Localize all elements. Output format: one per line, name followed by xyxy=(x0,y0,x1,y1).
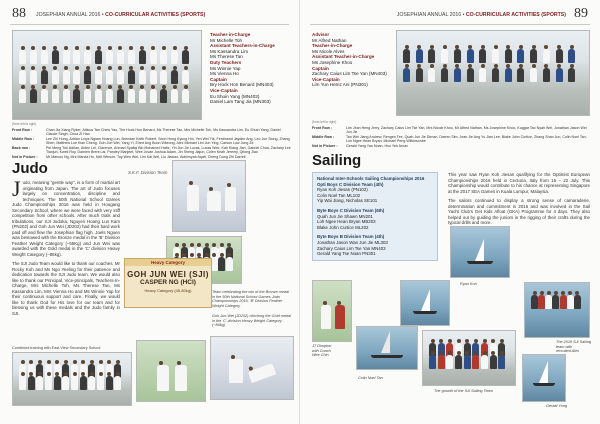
running-header: JOSEPHIAN ANNUAL 2016 • CO-CURRICULAR ACTIVITIES (SPORTS) xyxy=(396,12,566,18)
caption-row-names: Mr Marcus Ng, Mrs Marcia Ho, Neil Winson, Toy Wen Wei, Lim Kai Wei, Liu Jiaxiao, Aldrinsyah Aqafi, Cheng Dong Zhi Darrell xyxy=(46,154,246,159)
sailing-body-text xyxy=(448,172,590,230)
judo-paragraph-2: The SJI Judo Team would like to thank our coaches, Mr Rocky Koh and Ms Ngo Yeeling for their patience and dedication towards the SJI Judo team. We would also like to thank our Principal, Vice-principals, Teachers-In-Charge, Mrs Michelle Toh, Ms Therese Tan, Ms Kassandra Lim, Mrs Vienna Ho and Ms Winnie Yap for their continuous support and care. Finally, we would like to thank God for His love for our team and for blessing us with these medals and the Judo family in SJI. xyxy=(12,261,120,316)
staff-name: Zachary Caius Lim Tse Yan (MN403) xyxy=(312,71,387,77)
person-silhouette xyxy=(543,68,550,82)
header-rule xyxy=(10,24,289,25)
person-silhouette xyxy=(492,49,499,63)
gerald-yong-photo xyxy=(522,354,566,402)
celebration-caption: Team celebrating the win of the Bronze medal in the 50th National School Games Judo Championships 2016, ‘B’ Division Feather Weight Category xyxy=(212,290,290,308)
results-line: Blake John Curtice ML202 xyxy=(317,224,369,230)
header-rule xyxy=(310,24,590,25)
person-silhouette xyxy=(441,49,448,63)
person-silhouette xyxy=(505,49,512,63)
person-silhouette xyxy=(117,70,124,84)
caption-row-names: Pei Meng Toh Adrian, Aiden Lei, Clarence, Ahmad Syafiqi Bin Mohamed Hafiz, Yin Jun Jie Lucas, Lucas Wee, Kah Kiang Jian, Gabriel Chua, Zachary Lee Tianjun, Kwek Roy, Damien Brent Lai, Pandey Manjeet, Wee Jovan Joshua Adam, Jin Sheng Jiajun, Colen Keah Jeremy, Qitong Jiao xyxy=(46,145,291,154)
person-silhouette xyxy=(464,355,471,369)
person-silhouette xyxy=(517,49,524,63)
person-silhouette xyxy=(114,376,121,390)
person-silhouette xyxy=(97,376,104,390)
person-silhouette xyxy=(171,70,178,84)
judo-paragraph-1: Judo, meaning “gentle way”, is a form of martial art originating from Japan. The art of Judo focuses largely on concentration, discipline and techniques. The 50th National School Games Judo Championships 2016 was held in Hougang Secondary School, where we were faced with very stiff competition from other schools. After much trials and tribulations, our SJI Judoka, Nguyen Hoang Lun Kam (PN202) and Goh Jun Wei (JD202) had their hard work paid off and flew the Josephian flag high. Joels Nguen was bestowed with the Bronze medal in the ‘B’ Division Feather Weight Category (–55Kg) and Jun Wei was awarded with the Gold medal in the ‘C’ division Heavy Weight Category (–86kg). xyxy=(12,176,120,257)
caption-row xyxy=(312,135,592,144)
person-silhouette xyxy=(84,89,91,103)
results-line: Ryan Koh Jiesan (PN102) xyxy=(317,187,368,193)
certificate-runner-up: CASPER NG (HCI) xyxy=(140,279,196,286)
person-silhouette xyxy=(71,376,78,390)
person-silhouette xyxy=(568,49,575,63)
person-silhouette xyxy=(73,89,80,103)
staff-role: Assistant Teachers-in-Charge xyxy=(210,43,275,49)
caption-row-names: Gerald Yang Yan Noan, Hsu Yeh Arnav xyxy=(346,143,409,148)
results-line: Zachary Caius Lim Tse Yan MN403 xyxy=(317,245,386,251)
person-silhouette xyxy=(30,50,37,64)
caption-row xyxy=(312,144,592,149)
person-silhouette xyxy=(63,89,70,103)
results-line: Gerald Yang Tse Noan PN301 xyxy=(317,251,376,257)
results-line: Colin Noel Tan ML102 xyxy=(317,192,361,198)
staff-name: Ms Vienna Ho xyxy=(210,71,239,77)
person-silhouette xyxy=(19,70,26,84)
team-outing-caption: The 2016 SJI Sailing team with recruited Alex xyxy=(556,340,592,354)
person-silhouette xyxy=(543,49,550,63)
person-silhouette xyxy=(88,376,95,390)
person-silhouette xyxy=(139,89,146,103)
person-silhouette xyxy=(19,50,26,64)
person-silhouette xyxy=(403,49,410,63)
person-silhouette xyxy=(530,68,537,82)
person-silhouette xyxy=(492,68,499,82)
staff-role: Advisor xyxy=(312,32,330,37)
ryan-koh-photo xyxy=(450,226,510,278)
person-silhouette xyxy=(454,68,461,82)
person-silhouette xyxy=(455,355,462,369)
section-title: Sailing xyxy=(312,152,362,169)
right-page-header xyxy=(300,6,600,24)
person-silhouette xyxy=(52,50,59,64)
person-silhouette xyxy=(574,295,581,309)
person-silhouette xyxy=(416,49,423,63)
staff-role: Captain xyxy=(210,76,227,82)
page-number: 89 xyxy=(574,6,588,21)
sailing-paragraph-1: This year saw Ryan Koh Jiesan qualifying for the Optimist European Championships 2016 held in Cecturia, Italy from 15 – 22 July. This Championship would contribute to his chance at representing Singapore at the 2017 SEA Games in Kuala Lumpur, Malaysia. xyxy=(448,172,590,194)
sailing-results-box xyxy=(312,172,438,261)
results-line: Loh Ngee Hean Bryan MB203 xyxy=(317,219,376,225)
staff-name: Ms Josephine Khoo xyxy=(312,59,353,65)
person-silhouette xyxy=(139,70,146,84)
person-silhouette xyxy=(490,355,497,369)
person-silhouette xyxy=(106,89,113,103)
person-silhouette xyxy=(106,70,113,84)
growth-caption: The growth of the SJI Sailing Team xyxy=(434,389,493,393)
section-title: Judo xyxy=(12,160,48,177)
person-silhouette xyxy=(182,50,189,64)
person-silhouette xyxy=(454,49,461,63)
person-silhouette xyxy=(467,68,474,82)
person-silhouette xyxy=(403,68,410,82)
person-silhouette xyxy=(128,70,135,84)
caption-row-key: Back row : xyxy=(12,145,31,150)
person-silhouette xyxy=(441,68,448,82)
staff-name: Ms Therese Tan xyxy=(210,54,243,60)
caption-row-names: Lee Zhi Hung, Adrian Lorys Ngiam Hoang Lun, Brendan Keith Robert, Seon Hong Kyung Hui, Yen Wei Yik, Ferdinand Jayden Ang, Leo Jun Siong, Zhang Shen, Matthew Loe Kian Cheng, Goh Jun Wei, Yang Yi, Elred Ang Boon Wkeong, Alex Michael Lim Jun Ying, Carson Low Jong Ze xyxy=(46,136,290,145)
caption-row xyxy=(12,155,292,160)
medal-photo xyxy=(136,340,206,402)
person-silhouette xyxy=(428,49,435,63)
judo-demo-photo xyxy=(172,160,246,232)
caption-row-key: Not in Picture : xyxy=(12,154,38,159)
results-line: Yip Wai Jiang, Nicholas SE101 xyxy=(317,198,378,204)
person-silhouette xyxy=(95,89,102,103)
person-silhouette xyxy=(84,50,91,64)
judo-staff-list xyxy=(210,32,296,105)
judo-throw-photo xyxy=(210,336,294,400)
judo-team-group-photo xyxy=(12,30,202,120)
staff-name: Mr Alfred Nathan xyxy=(312,37,347,43)
person-silhouette xyxy=(530,49,537,63)
person-silhouette xyxy=(117,50,124,64)
person-silhouette xyxy=(128,89,135,103)
person-silhouette xyxy=(160,70,167,84)
sailing-team-outing-photo xyxy=(524,282,590,338)
person-silhouette xyxy=(171,89,178,103)
staff-name: Mr Michelle Toh xyxy=(210,37,243,43)
jt-caption: JT Dimpton with Coach Wee Chin xyxy=(312,344,332,358)
certificate-category: Heavy Category (45-80kg) xyxy=(144,288,192,293)
certificate-winner: GOH JUN WEI (SJI) xyxy=(127,270,209,279)
person-silhouette xyxy=(73,70,80,84)
person-silhouette xyxy=(160,50,167,64)
drop-cap: J xyxy=(12,176,21,201)
staff-name: Bry Hock Hon Benard (MN403) xyxy=(210,82,274,88)
person-silhouette xyxy=(63,50,70,64)
person-silhouette xyxy=(467,49,474,63)
results-line: Jonathan Jason Wan Jun Jie ML303 xyxy=(317,239,388,245)
heavy-category-certificate xyxy=(124,258,212,308)
person-silhouette xyxy=(62,376,69,390)
person-silhouette xyxy=(472,355,479,369)
person-silhouette xyxy=(438,355,445,369)
person-silhouette xyxy=(556,49,563,63)
photo-note: (from left to right) xyxy=(312,120,337,124)
person-silhouette xyxy=(106,50,113,64)
sailing-action-photo xyxy=(400,280,450,326)
page-number: 88 xyxy=(12,6,26,21)
caption-row-key: Middle Row : xyxy=(312,134,335,139)
caption-row-key: Not in Picture : xyxy=(312,143,338,148)
person-silhouette xyxy=(182,89,189,103)
staff-role: Vice-Captain xyxy=(312,76,340,82)
person-silhouette xyxy=(428,68,435,82)
photo-note: (from left to right) xyxy=(12,122,37,126)
caption-row xyxy=(12,128,292,137)
combined-training-photo xyxy=(12,352,132,406)
judo-body-text xyxy=(12,176,120,320)
person-silhouette xyxy=(30,89,37,103)
person-silhouette xyxy=(479,68,486,82)
person-silhouette xyxy=(171,50,178,64)
person-silhouette xyxy=(80,376,87,390)
results-heading: Byte Boys B Division Team (4th) xyxy=(317,234,385,240)
staff-name: Daniel Lam Tang Jia (MN303) xyxy=(210,99,271,105)
person-silhouette xyxy=(517,68,524,82)
section-subtitle: S.K.F. Division Team xyxy=(128,170,168,175)
staff-role: Teacher-in-Charge xyxy=(210,32,251,37)
staff-name: Ms Winnie Yap xyxy=(210,65,241,71)
caption-row-names: Tan Wei Jiang Andrew, Rengen Tee, Quah Jun Jie Dirnan, Darren Sim, Jean Jie Ang Yu Jian Lee, Blake John Curtice, Zhang Shao Jun, Colin Noel Tan, Loh Ngee Hean Bryan, Michael Peng Wilkinsonbe xyxy=(346,134,587,143)
person-silhouette xyxy=(41,89,48,103)
person-silhouette xyxy=(545,295,552,309)
results-line: Quah Jun Jie Shawn MN201 xyxy=(317,213,373,219)
caption-row-names: Chan Jia Xiang Ryker, Atticus Tan Chew Yao, The Hock Hon Benard, Ms Therese Tan, Mrs Michelle Toh, Ms Kassandra Lim, Eu Shuin Yang, Daniel Claude Singh, Chua Zi Hao xyxy=(46,127,281,136)
person-silhouette xyxy=(95,70,102,84)
caption-row xyxy=(12,146,292,155)
person-silhouette xyxy=(446,355,453,369)
person-silhouette xyxy=(226,257,233,271)
sailing-boat-photo xyxy=(356,326,418,370)
person-silhouette xyxy=(531,295,538,309)
person-silhouette xyxy=(481,355,488,369)
person-silhouette xyxy=(54,376,61,390)
results-heading: Byte Boys C Division Team (6th) xyxy=(317,207,385,213)
person-silhouette xyxy=(95,50,102,64)
staff-name: Lim Yun Hemz Ani (PN301) xyxy=(312,82,368,88)
certificate-band: Heavy Category xyxy=(125,259,211,266)
person-silhouette xyxy=(429,355,436,369)
person-silhouette xyxy=(505,68,512,82)
sailing-photo-caption xyxy=(312,120,592,148)
staff-role: Teacher-in-Charge xyxy=(312,43,353,49)
sailing-team-group-photo xyxy=(396,30,590,116)
caption-row xyxy=(12,137,292,146)
caption-row-names: Lim Jean Heng Jerry, Zachary Caius Lim Tse Yan, Mrs Nicole Khoo, Mr Alfred Nathan, Ms Josephine Khoo, Kuggar Tao Nyah Wei, Jonathan Jason Wei Jun Jie xyxy=(346,125,587,134)
person-silhouette xyxy=(150,89,157,103)
person-silhouette xyxy=(567,295,574,309)
sailing-growth-photo xyxy=(422,330,516,386)
person-silhouette xyxy=(568,68,575,82)
sailing-paragraph-2: The sailors continued to display a strong sense of camaraderie, determination and commitment in 2016 and was involved in the Sail Yacht Club’s Get Kids Afloat (GKA) Programme for 4 days. They also helped out by guiding the juniors in the rigging of their crafts during the typical drills and more. xyxy=(448,198,590,225)
sailing-staff-list xyxy=(312,32,398,88)
person-silhouette xyxy=(128,50,135,64)
person-silhouette xyxy=(556,68,563,82)
person-silhouette xyxy=(498,355,505,369)
caption-row xyxy=(312,126,592,135)
running-header: JOSEPHIAN ANNUAL 2016 • CO-CURRICULAR ACTIVITIES (SPORTS) xyxy=(36,12,206,18)
person-silhouette xyxy=(28,376,35,390)
person-silhouette xyxy=(218,257,225,271)
gold-medal-caption: Goh Jun Wei (JD202) clinching the Gold medal in the ‘C’-division Heavy Weight Category (~86kg) xyxy=(212,314,292,328)
staff-role: Vice-Captain xyxy=(210,87,238,93)
caption-row-key: Front Row : xyxy=(312,125,332,130)
ryan-koh-caption: Ryan Koh xyxy=(460,282,477,286)
staff-role: Assistant Teacher-in-Charge xyxy=(312,54,375,60)
person-silhouette xyxy=(73,50,80,64)
caption-row-key: Front Row : xyxy=(12,127,32,132)
staff-name: Ms Kassandra Lim xyxy=(210,48,249,54)
person-silhouette xyxy=(52,70,59,84)
person-silhouette xyxy=(106,376,113,390)
jt-with-coach-photo xyxy=(312,280,352,342)
results-heading: National Inter-Schools Sailing Championships 2016 xyxy=(317,176,425,181)
combined-training-caption: Combined training with East View Secondary School xyxy=(12,346,101,350)
left-page-header xyxy=(0,6,300,24)
person-silhouette xyxy=(19,89,26,103)
person-silhouette xyxy=(36,376,43,390)
person-silhouette xyxy=(84,70,91,84)
person-silhouette xyxy=(19,376,26,390)
staff-role: Captain xyxy=(312,65,329,71)
person-silhouette xyxy=(41,50,48,64)
person-silhouette xyxy=(552,295,559,309)
judo-photo-caption xyxy=(12,122,292,159)
person-silhouette xyxy=(52,89,59,103)
person-silhouette xyxy=(30,70,37,84)
person-silhouette xyxy=(560,295,567,309)
person-silhouette xyxy=(139,50,146,64)
results-heading: Opti Boys C Division Team (4th) xyxy=(317,181,384,187)
staff-name: Ms Nicole Alves xyxy=(312,48,345,54)
staff-name: Eu Shuin Yang (MN403) xyxy=(210,93,260,99)
person-silhouette xyxy=(41,70,48,84)
person-silhouette xyxy=(538,295,545,309)
gerald-yong-caption: Gerald Yong xyxy=(546,404,568,408)
person-silhouette xyxy=(117,89,124,103)
person-silhouette xyxy=(182,70,189,84)
person-silhouette xyxy=(416,68,423,82)
person-silhouette xyxy=(150,70,157,84)
person-silhouette xyxy=(63,70,70,84)
person-silhouette xyxy=(150,50,157,64)
right-page xyxy=(300,0,600,424)
staff-role: Duty Teachers xyxy=(210,59,242,65)
person-silhouette xyxy=(479,49,486,63)
caption-row-key: Middle Row : xyxy=(12,136,35,141)
person-silhouette xyxy=(160,89,167,103)
person-silhouette xyxy=(45,376,52,390)
colin-noel-tan-caption: Colin Noel Tan xyxy=(358,376,383,380)
